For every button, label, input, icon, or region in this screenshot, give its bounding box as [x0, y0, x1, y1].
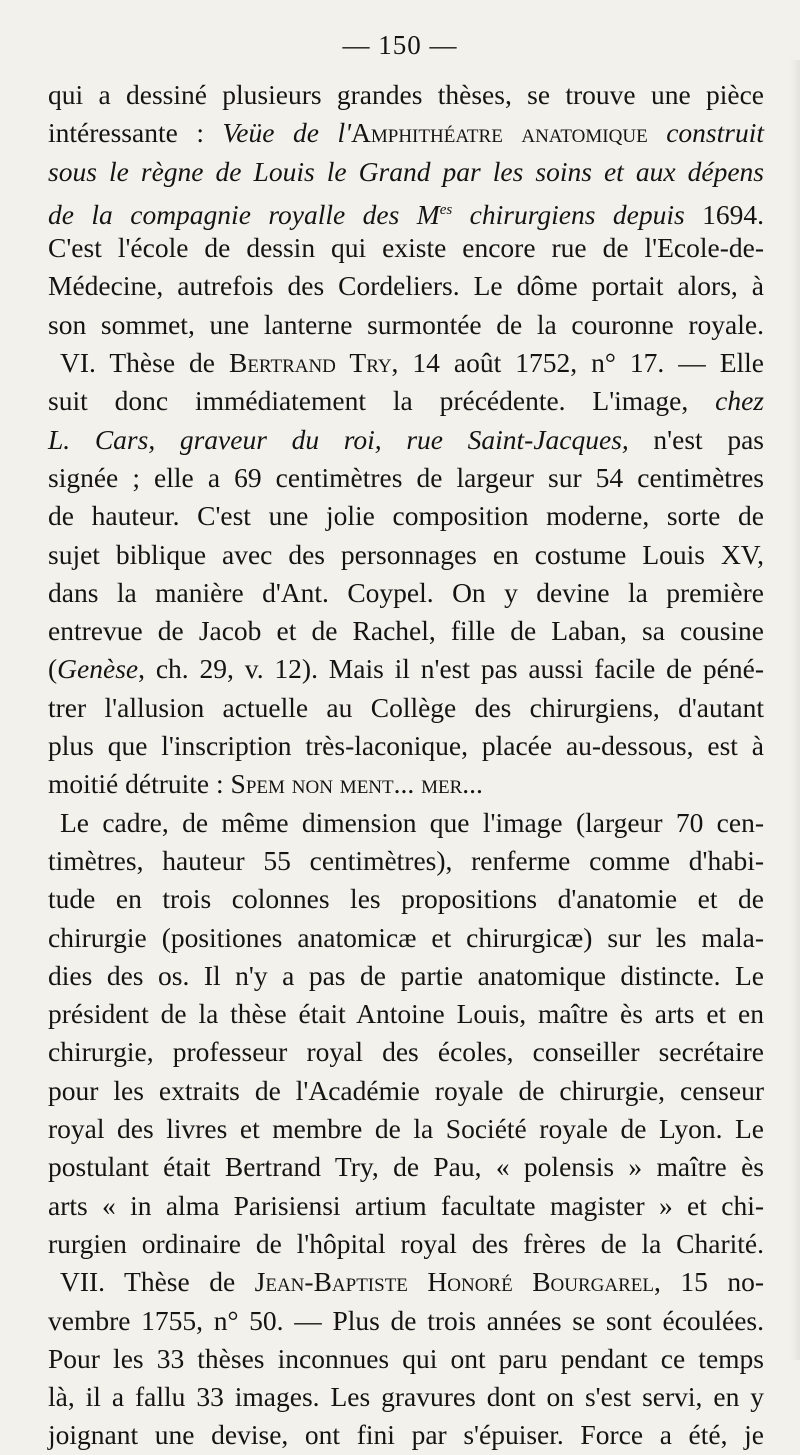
- text-line: [48, 765, 764, 803]
- text-segment: chez: [715, 385, 764, 417]
- text-line: [48, 957, 764, 995]
- text-line: [48, 842, 764, 880]
- text-line: [48, 995, 764, 1033]
- text-segment: chirurgie, professeur royal des écoles, conseiller secrétaire: [48, 1036, 764, 1068]
- text-segment: es: [439, 201, 453, 218]
- text-line: [48, 1378, 764, 1416]
- text-segment: de la compagnie royalle des M: [48, 199, 440, 231]
- text-segment: Pour les 33 thèses inconnues qui ont paru pendant ce temps: [48, 1342, 764, 1374]
- text-segment: son sommet, une lanterne surmontée de la couronne royale.: [48, 308, 764, 340]
- text-segment: Médecine, autrefois des Cordeliers. Le dôme portait alors, à: [48, 270, 764, 302]
- text-segment: , 14 août 1752, n° 17. — Elle: [391, 347, 764, 379]
- text-line: [48, 1416, 764, 1454]
- text-segment: Amphithéatre anatomique: [351, 117, 648, 149]
- text-segment: sujet biblique avec des personnages en costume Louis XV,: [48, 538, 764, 570]
- text-segment: trer l'allusion actuelle au Collège des chirurgiens, d'autant: [48, 691, 764, 723]
- text-segment: arts « in alma Parisiensi artium facultate magister » et chi-: [48, 1189, 764, 1221]
- text-segment: suit donc immédiatement la précédente. L'image,: [48, 385, 716, 417]
- text-line: [48, 727, 764, 765]
- text-line: [48, 689, 764, 727]
- text-segment: postulant était Bertrand Try, de Pau, « polensis » maître ès: [48, 1151, 764, 1183]
- text-segment: VI. Thèse de: [60, 347, 229, 379]
- page-edge-shadow: [790, 60, 800, 1360]
- text-segment: chirurgie (positiones anatomicæ et chirurgicæ) sur les mala-: [48, 921, 764, 953]
- text-line: [48, 1263, 764, 1301]
- text-segment: de hauteur. C'est une jolie composition moderne, sorte de: [48, 500, 764, 532]
- text-line: [48, 229, 764, 267]
- text-line: [48, 421, 764, 459]
- text-segment: moitié détruite :: [48, 768, 231, 800]
- text-segment: tude en trois colonnes les propositions d'anatomie et de: [48, 883, 764, 915]
- text-segment: dans la manière d'Ant. Coypel. On y devine la première: [48, 576, 764, 608]
- text-line: [48, 1148, 764, 1186]
- text-segment: (: [48, 653, 58, 685]
- text-segment: intéressante :: [48, 117, 223, 149]
- text-segment: qui a dessiné plusieurs grandes thèses, se trouve une pièce: [48, 79, 764, 110]
- text-segment: Le cadre, de même dimension que l'image (largeur 70 cen-: [60, 806, 764, 838]
- text-line: [48, 1302, 764, 1340]
- text-segment: Genèse: [57, 653, 139, 685]
- text-segment: L. Cars, graveur du roi, rue Saint-Jacques,: [48, 423, 629, 455]
- text-segment: Jean-Baptiste Honoré Bourgarel: [254, 1266, 654, 1298]
- text-line: [48, 1225, 764, 1263]
- text-segment: construit: [647, 117, 764, 149]
- text-segment: C'est l'école de dessin qui existe encore rue de l'Ecole-de-: [48, 232, 764, 264]
- text-segment: Spem non ment... mer...: [230, 768, 483, 800]
- text-line: [48, 191, 764, 229]
- text-segment: royal des livres et membre de la Société royale de Lyon. Le: [48, 1113, 764, 1145]
- text-segment: dies des os. Il n'y a pas de partie anatomique distincte. Le: [48, 959, 764, 991]
- text-line: [48, 612, 764, 650]
- text-line: [48, 880, 764, 918]
- page-number: — 150 —: [342, 30, 458, 60]
- text-segment: plus que l'inscription très-laconique, placée au-dessous, est à: [48, 730, 764, 762]
- text-line: [48, 267, 764, 305]
- text-segment: joignant une devise, ont fini par s'épuiser. Force a été, je: [48, 1419, 764, 1451]
- text-line: [48, 114, 764, 152]
- text-line: [48, 76, 764, 114]
- text-segment: VII. Thèse de: [60, 1266, 255, 1298]
- text-line: [48, 459, 764, 497]
- text-line: [48, 1033, 764, 1071]
- text-line: [48, 344, 764, 382]
- text-segment: 1694.: [684, 199, 765, 231]
- text-segment: vembre 1755, n° 50. — Plus de trois années se sont écoulées.: [48, 1304, 764, 1336]
- text-line: [48, 1187, 764, 1225]
- text-line: [48, 1072, 764, 1110]
- text-segment: là, il a fallu 33 images. Les gravures dont on s'est servi, en y: [48, 1381, 764, 1413]
- text-line: [48, 804, 764, 842]
- text-line: [48, 650, 764, 688]
- text-segment: Veüe de l': [222, 117, 352, 149]
- text-segment: président de la thèse était Antoine Louis, maître ès arts et en: [48, 998, 764, 1030]
- text-segment: , 15 no-: [653, 1266, 764, 1298]
- text-line: [48, 919, 764, 957]
- text-line: [48, 1340, 764, 1378]
- text-segment: signée ; elle a 69 centimètres de largeur sur 54 centimètres: [48, 461, 764, 493]
- text-segment: n'est pas: [628, 423, 765, 455]
- text-segment: pour les extraits de l'Académie royale de chirurgie, censeur: [48, 1074, 764, 1106]
- text-line: [48, 1110, 764, 1148]
- text-segment: chirurgiens depuis: [452, 199, 685, 231]
- text-line: [48, 153, 764, 191]
- text-line: [48, 382, 764, 420]
- text-segment: timètres, hauteur 55 centimètres), renferme comme d'habi-: [48, 844, 764, 876]
- text-segment: rurgien ordinaire de l'hôpital royal des frères de la Charité.: [48, 1227, 764, 1259]
- text-line: [48, 536, 764, 574]
- text-segment: , ch. 29, v. 12). Mais il n'est pas aussi facile de péné-: [138, 653, 764, 685]
- body-text: [48, 76, 764, 1455]
- text-segment: Bertrand Try: [228, 347, 392, 379]
- text-segment: entrevue de Jacob et de Rachel, fille de Laban, sa cousine: [48, 615, 764, 647]
- text-line: [48, 497, 764, 535]
- text-line: [48, 306, 764, 344]
- text-segment: sous le règne de Louis le Grand par les soins et aux dépens: [48, 155, 764, 187]
- text-line: [48, 574, 764, 612]
